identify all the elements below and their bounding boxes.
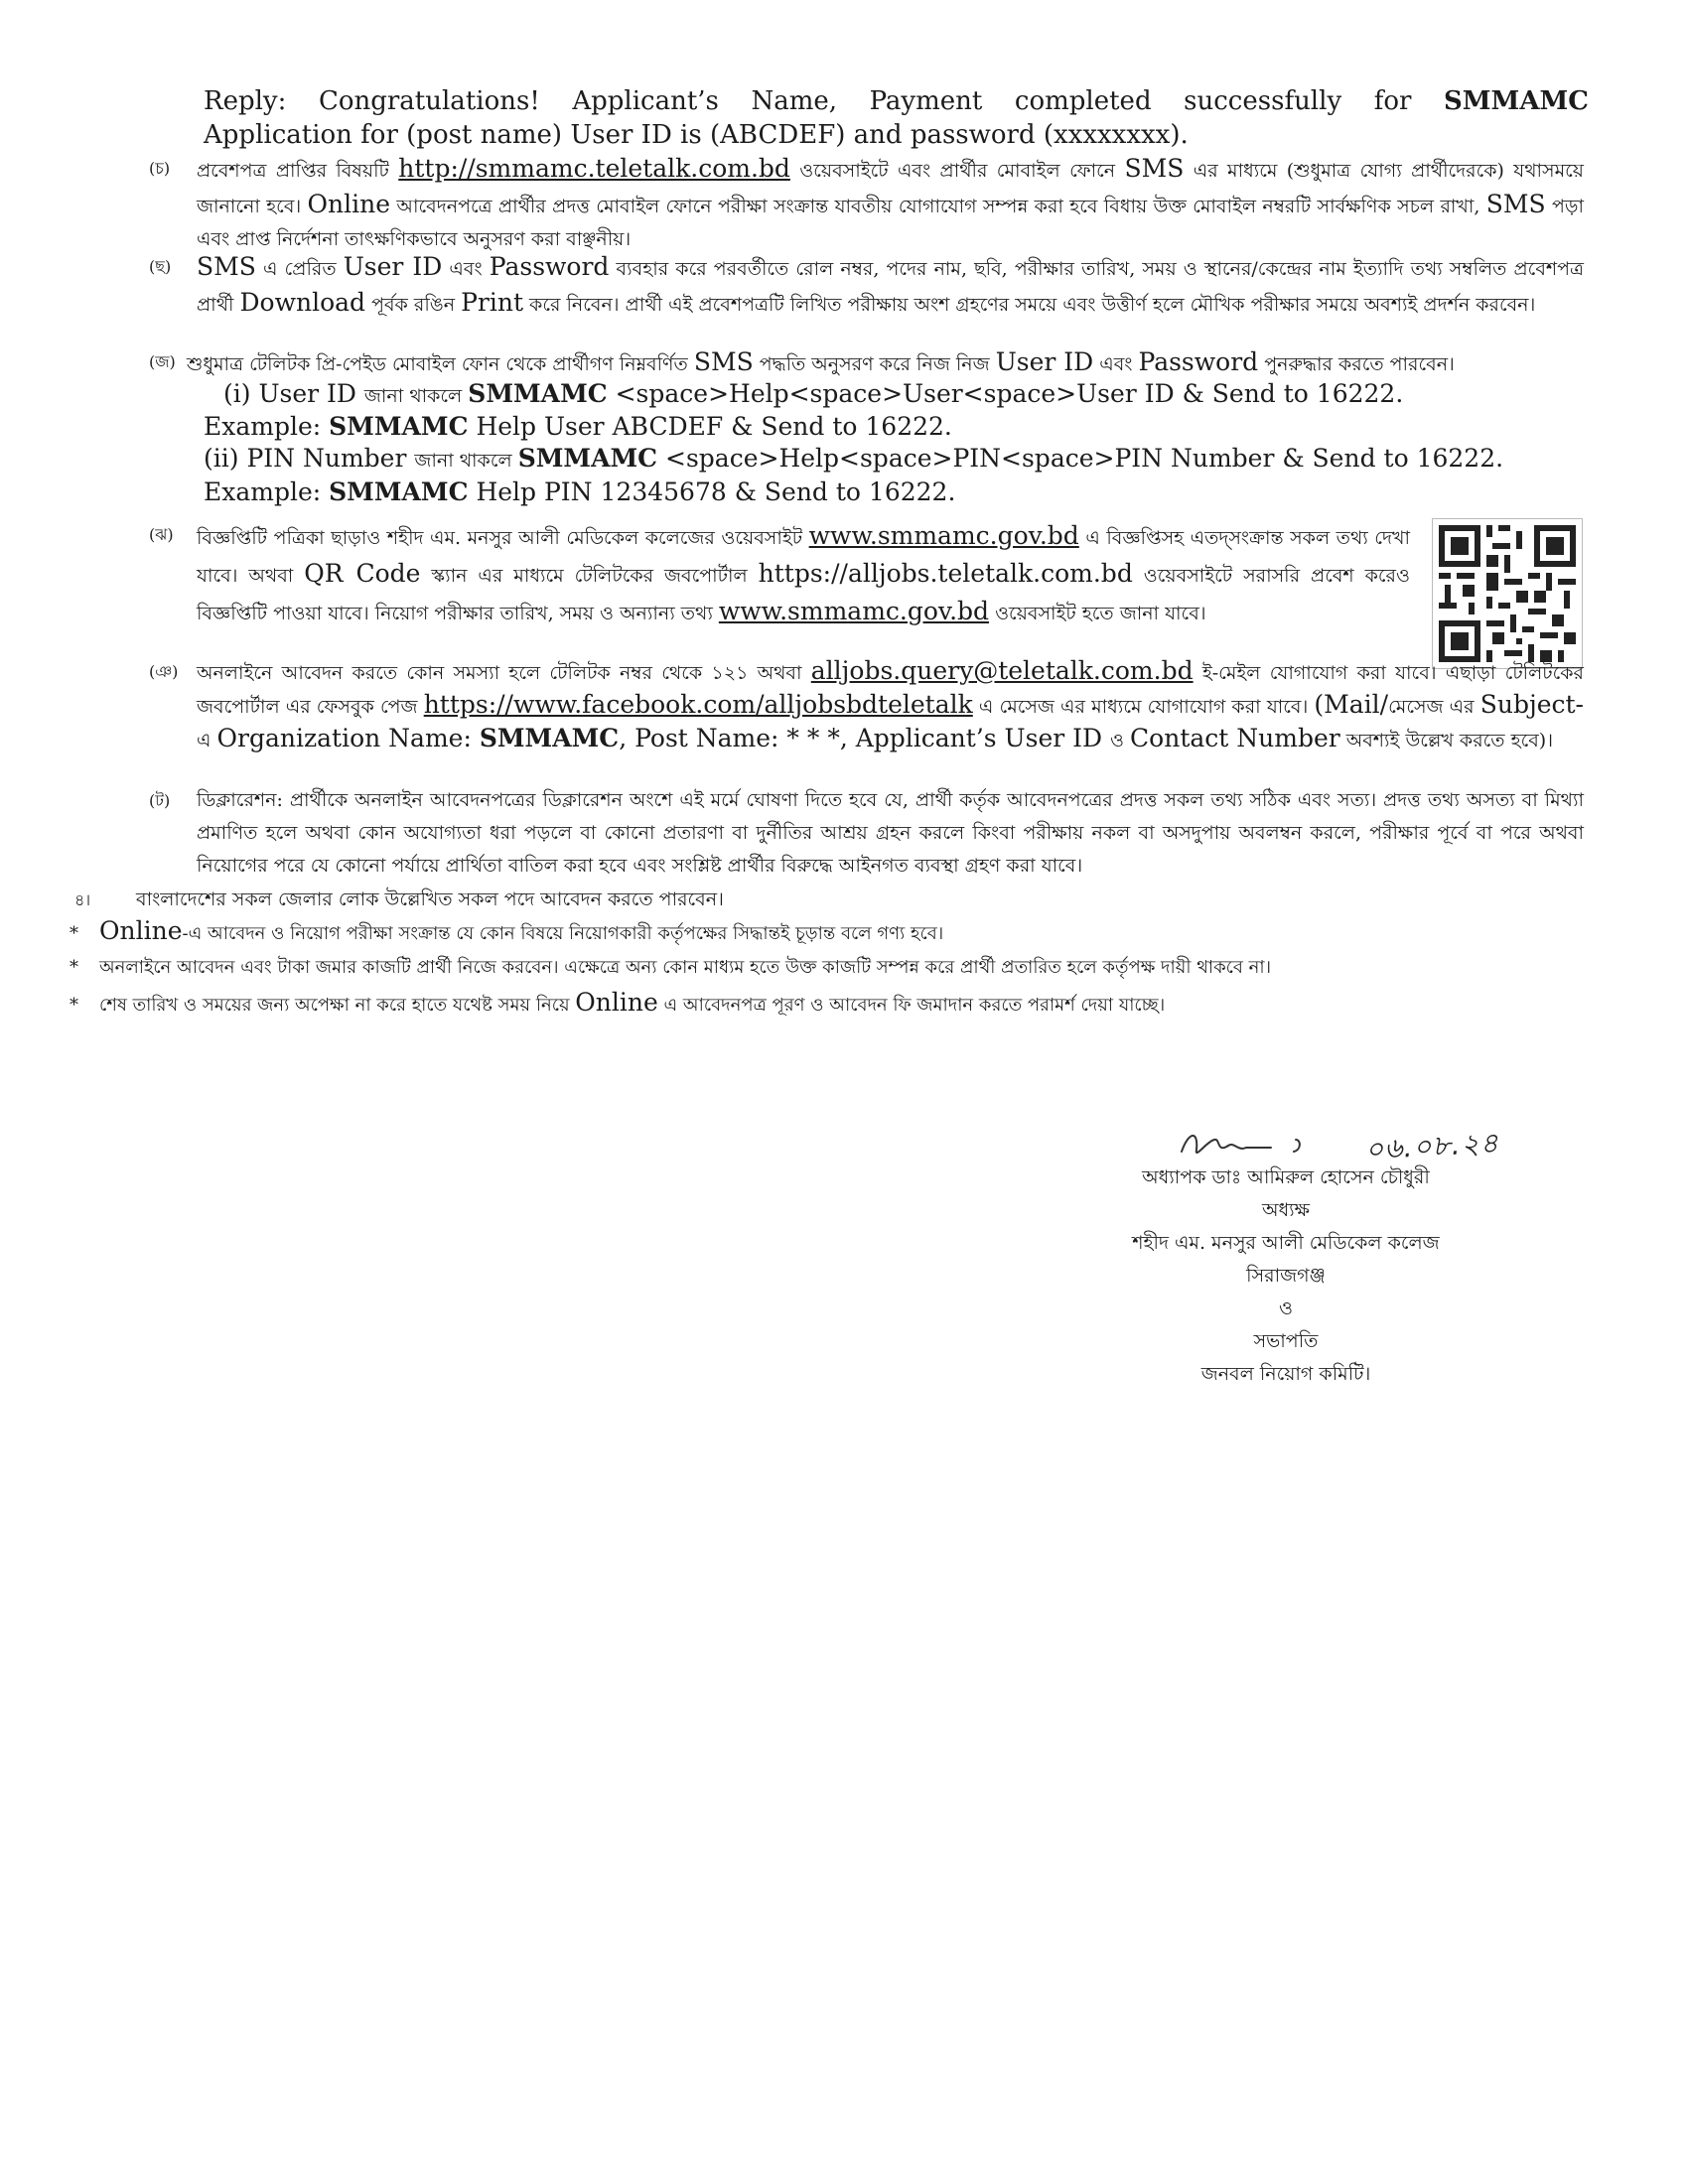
text-en: SMMAMC — [479, 724, 620, 752]
text: ওয়েবসাইটে সরাসরি প্রবেশ করেও বিজ্ঞপ্তিটি পাওয়া যাবে। নিয়োগ পরীক্ষার তারিখ, সময় ও অন্যান্য তথ্য — [197, 565, 1410, 624]
text: শুধুমাত্র টেলিটক প্রি-পেইড মোবাইল ফোন থেকে প্রার্থীগণ নিম্নবর্ণিত — [187, 353, 694, 375]
text-en: SMMAMC — [468, 379, 608, 408]
reply-word: Reply: — [204, 86, 287, 116]
sms-pin-format — [204, 442, 1503, 478]
teletalk-portal-link[interactable]: https://alljobs.teletalk.com.bd — [758, 559, 1133, 588]
signatory-committee: জনবল নিয়োগ কমিটি। — [1200, 1363, 1371, 1385]
text: বিজ্ঞপ্তিটি পত্রিকা ছাড়াও শহীদ এম. মনসুর আলী মেডিকেল কলেজের ওয়েবসাইট — [197, 527, 809, 549]
bullet: * — [70, 995, 78, 1016]
college-website-link[interactable]: www.smmamc.gov.bd — [808, 521, 1079, 550]
item-mark: (ঝ) — [149, 525, 174, 544]
sms-userid-format — [223, 377, 1403, 413]
text: ব্যবহার করে পরবর্তীতে রোল নম্বর, পদের নাম, ছবি, পরীক্ষার তারিখ, সময় ও স্থানের/কেন্দ্রের নাম ইত্যাদি তথ্য সম্বলিত প্রবেশপত্র প্রার্থী — [197, 258, 1584, 316]
text-en: Print — [461, 288, 524, 317]
text: ওয়েবসাইটে এবং প্রার্থীর মোবাইল ফোনে — [789, 160, 1125, 182]
text-en: Example: — [204, 478, 330, 506]
reply-word: Applicant’s — [572, 86, 719, 116]
sms-userid-example — [204, 410, 952, 444]
text: এবং — [1093, 353, 1139, 375]
text-en: SMS — [1485, 190, 1546, 218]
text-en: Password — [489, 252, 610, 281]
reply-word: Name, — [751, 86, 838, 116]
text-en: SMMAMC — [329, 478, 469, 506]
text: এ প্রেরিত — [255, 258, 344, 280]
note-2 — [70, 953, 1271, 983]
text-en: Online — [99, 916, 183, 945]
reply-word: Congratulations! — [318, 86, 540, 116]
signature-date: ০৬.০৮.২৪ — [1364, 1126, 1500, 1166]
text: জানা থাকলে — [363, 385, 469, 407]
text: ও — [1110, 730, 1131, 751]
note-3 — [70, 988, 1165, 1021]
text: ই-মেইল যোগাযোগ করা যাবে। এছাড়া টেলিটকের জবপোর্টাল এর ফেসবুক পেজ — [197, 662, 1584, 718]
text-en: , Post Name: * * *, Applicant’s User ID — [619, 724, 1111, 752]
text: প্রবেশপত্র প্রাপ্তির বিষয়টি — [197, 160, 399, 182]
signatory-institution: শহীদ এম. মনসুর আলী মেডিকেল কলেজ — [1132, 1232, 1440, 1254]
signatory-role: সভাপতি — [1253, 1330, 1319, 1352]
signatory-name: অধ্যাপক ডাঃ আমিরুল হোসেন চৌধুরী — [1142, 1166, 1430, 1188]
text-en: User ID — [995, 347, 1094, 376]
text: এর মাধ্যমে (শুধুমাত্র যোগ্য প্রার্থীদেরকে) যথাসময়ে জানানো হবে। — [197, 160, 1584, 217]
text-en: SMS — [197, 252, 256, 281]
text: পুনরুদ্ধার করতে পারবেন। — [1258, 353, 1455, 375]
text: ওয়েবসাইট হতে জানা যাবে। — [989, 603, 1206, 624]
item-cha — [149, 152, 1584, 256]
reply-word: completed — [1014, 86, 1152, 116]
text-en: (i) User ID — [223, 379, 364, 408]
reply-word: Payment — [869, 86, 983, 116]
point-4-text: বাংলাদেশের সকল জেলার লোক উল্লেখিত সকল পদে আবেদন করতে পারবেন। — [136, 888, 724, 910]
text: এ বিজ্ঞপ্তিসহ এতদ্সংক্রান্ত সকল তথ্য দেখা যাবে। অথবা — [197, 527, 1410, 587]
text: অবশ্যই উল্লেখ করতে হবে)। — [1339, 730, 1554, 751]
text: আবেদনপত্রে প্রার্থীর প্রদত্ত মোবাইল ফোনে পরীক্ষা সংক্রান্ত যাবতীয় যোগাযোগ সম্পন্ন করা হবে বিধায় উক্ত মোবাইল নম্বরটি সার্বক্ষণিক সচল রাখা, — [390, 196, 1486, 217]
item-mark: ৪। — [74, 890, 91, 909]
text-en: Password — [1138, 347, 1259, 376]
signatory-location: সিরাজগঞ্জ — [1246, 1265, 1326, 1287]
item-mark: (ছ) — [149, 257, 172, 276]
reply-line-2: Application for (post name) User ID is (ABCDEF) and password (xxxxxxxx). — [204, 120, 1189, 150]
item-nya — [149, 655, 1584, 756]
text-en: Online — [575, 988, 658, 1017]
reply-message — [204, 84, 1589, 152]
text-en: <space>Help<space>User<space>User ID & Send to 16222. — [607, 379, 1404, 408]
signatory-and: ও — [1279, 1297, 1293, 1319]
bullet: * — [70, 923, 78, 944]
declaration-text: ডিক্লারেশন: প্রার্থীকে অনলাইন আবেদনপত্রের ডিক্লারেশন অংশে এই মর্মে ঘোষণা দিতে হবে যে, প্রার্থী কর্তৃক আবেদনপত্রের প্রদত্ত সকল তথ্য সঠিক এবং সত্য। প্রদত্ত তথ্য অসত্য বা মিথ্যা প্রমাণিত হলে অথবা কোন অযোগ্যতা ধরা পড়লে বা কোনো প্রতারণা বা দুর্নীতির আশ্রয় গ্রহন করলে কিংবা পরীক্ষায় নকল বা অসদুপায় অবলম্বন করলে, পরীক্ষার পূর্বে বা পরে অথবা নিয়োগের পরে যে কোনো পর্যায়ে প্রার্থিতা বাতিল করা হবে এবং সংশ্লিষ্ট প্রার্থীর বিরুদ্ধে আইনগত ব্যবস্থা গ্রহণ করা যাবে। — [197, 789, 1584, 877]
text-en: SMMAMC — [517, 444, 658, 473]
text-en: (Mail/ — [1314, 690, 1389, 719]
admit-card-link[interactable]: http://smmamc.teletalk.com.bd — [398, 154, 790, 183]
text-en: Subject- — [1479, 690, 1584, 719]
text: পড়া এবং প্রাপ্ত নির্দেশনা তাৎক্ষণিকভাবে অনুসরণ করা বাঞ্ছনীয়। — [197, 196, 1584, 250]
text: শেষ তারিখ ও সময়ের জন্য অপেক্ষা না করে হাতে যথেষ্ট সময় নিয়ে — [99, 995, 576, 1016]
signatory-block — [1077, 1161, 1494, 1391]
qr-code-icon[interactable] — [1432, 518, 1583, 669]
text: পদ্ধতি অনুসরণ করে নিজ নিজ — [753, 353, 996, 375]
text-en: SMS — [1124, 154, 1185, 183]
item-ta-declaration — [149, 784, 1584, 883]
text-en: Help PIN 12345678 & Send to 16222. — [468, 478, 956, 506]
text-en: Download — [239, 288, 366, 317]
item-ja — [149, 345, 1599, 381]
reply-word: successfully — [1184, 86, 1342, 116]
text-en: User ID — [343, 252, 443, 281]
handwritten-signature — [1177, 1122, 1355, 1166]
text: এবং — [442, 258, 490, 280]
item-jha — [149, 518, 1410, 631]
reply-word: for — [1373, 86, 1412, 116]
text: এ — [197, 730, 217, 751]
sms-pin-example — [204, 476, 955, 509]
text-en: <space>Help<space>PIN<space>PIN Number & Send to 16222. — [657, 444, 1504, 473]
text: অনলাইনে আবেদন এবং টাকা জমার কাজটি প্রার্থী নিজে করবেন। এক্ষেত্রে অন্য কোন মাধ্যম হতে উক্ত কাজটি সম্পন্ন করে প্রার্থী প্রতারিত হলে কর্তৃপক্ষ দায়ী থাকবে না। — [99, 957, 1272, 978]
text-en: Help User ABCDEF & Send to 16222. — [468, 412, 952, 441]
text-en: (ii) PIN Number — [204, 444, 415, 473]
text: পূর্বক রঙিন — [365, 294, 462, 316]
item-mark: (ট) — [149, 791, 171, 810]
text-en: Online — [307, 190, 391, 218]
item-chha — [149, 250, 1584, 322]
text: স্ক্যান এর মাধ্যমে টেলিটকের জবপোর্টাল — [420, 565, 759, 587]
text: করে নিবেন। প্রার্থী এই প্রবেশপত্রটি লিখিত পরীক্ষায় অংশ গ্রহণের সময়ে এবং উত্তীর্ণ হলে মৌখিক পরীক্ষার সময়ে অবশ্যই প্রদর্শন করবেন। — [523, 294, 1536, 316]
text-en: Organization Name: — [216, 724, 480, 752]
text-en: SMMAMC — [329, 412, 469, 441]
text: অনলাইনে আবেদন করতে কোন সমস্যা হলে টেলিটক নম্বর থেকে ১২১ অথবা — [197, 662, 811, 684]
text-en: SMS — [693, 347, 754, 376]
item-mark: (ঞ) — [149, 662, 179, 681]
reply-word-org: SMMAMC — [1443, 86, 1589, 116]
text: -এ আবেদন ও নিয়োগ পরীক্ষা সংক্রান্ত যে কোন বিষয়ে নিয়োগকারী কর্তৃপক্ষের সিদ্ধান্তই চূড়ান্ত বলে গণ্য হবে। — [182, 923, 944, 944]
text: জানা থাকলে — [414, 450, 518, 472]
text-en: QR Code — [304, 559, 421, 588]
support-email-link[interactable]: alljobs.query@teletalk.com.bd — [810, 656, 1194, 685]
college-website-link[interactable]: www.smmamc.gov.bd — [718, 597, 990, 625]
bullet: * — [70, 957, 78, 978]
facebook-page-link[interactable]: https://www.facebook.com/alljobsbdteletalk — [423, 690, 973, 719]
text-en: Example: — [204, 412, 330, 441]
text-en: Contact Number — [1130, 724, 1340, 752]
note-1 — [70, 916, 943, 949]
item-mark: (চ) — [149, 159, 171, 178]
text: এ মেসেজ এর মাধ্যমে যোগাযোগ করা যাবে। — [972, 696, 1315, 718]
signatory-title: অধ্যক্ষ — [1261, 1199, 1310, 1221]
point-4 — [74, 884, 1564, 916]
text: এ আবেদনপত্র পূরণ ও আবেদন ফি জমাদান করতে পরামর্শ দেয়া যাচ্ছে। — [657, 995, 1166, 1016]
text: মেসেজ এর — [1388, 696, 1480, 718]
item-mark: (জ) — [149, 352, 176, 371]
